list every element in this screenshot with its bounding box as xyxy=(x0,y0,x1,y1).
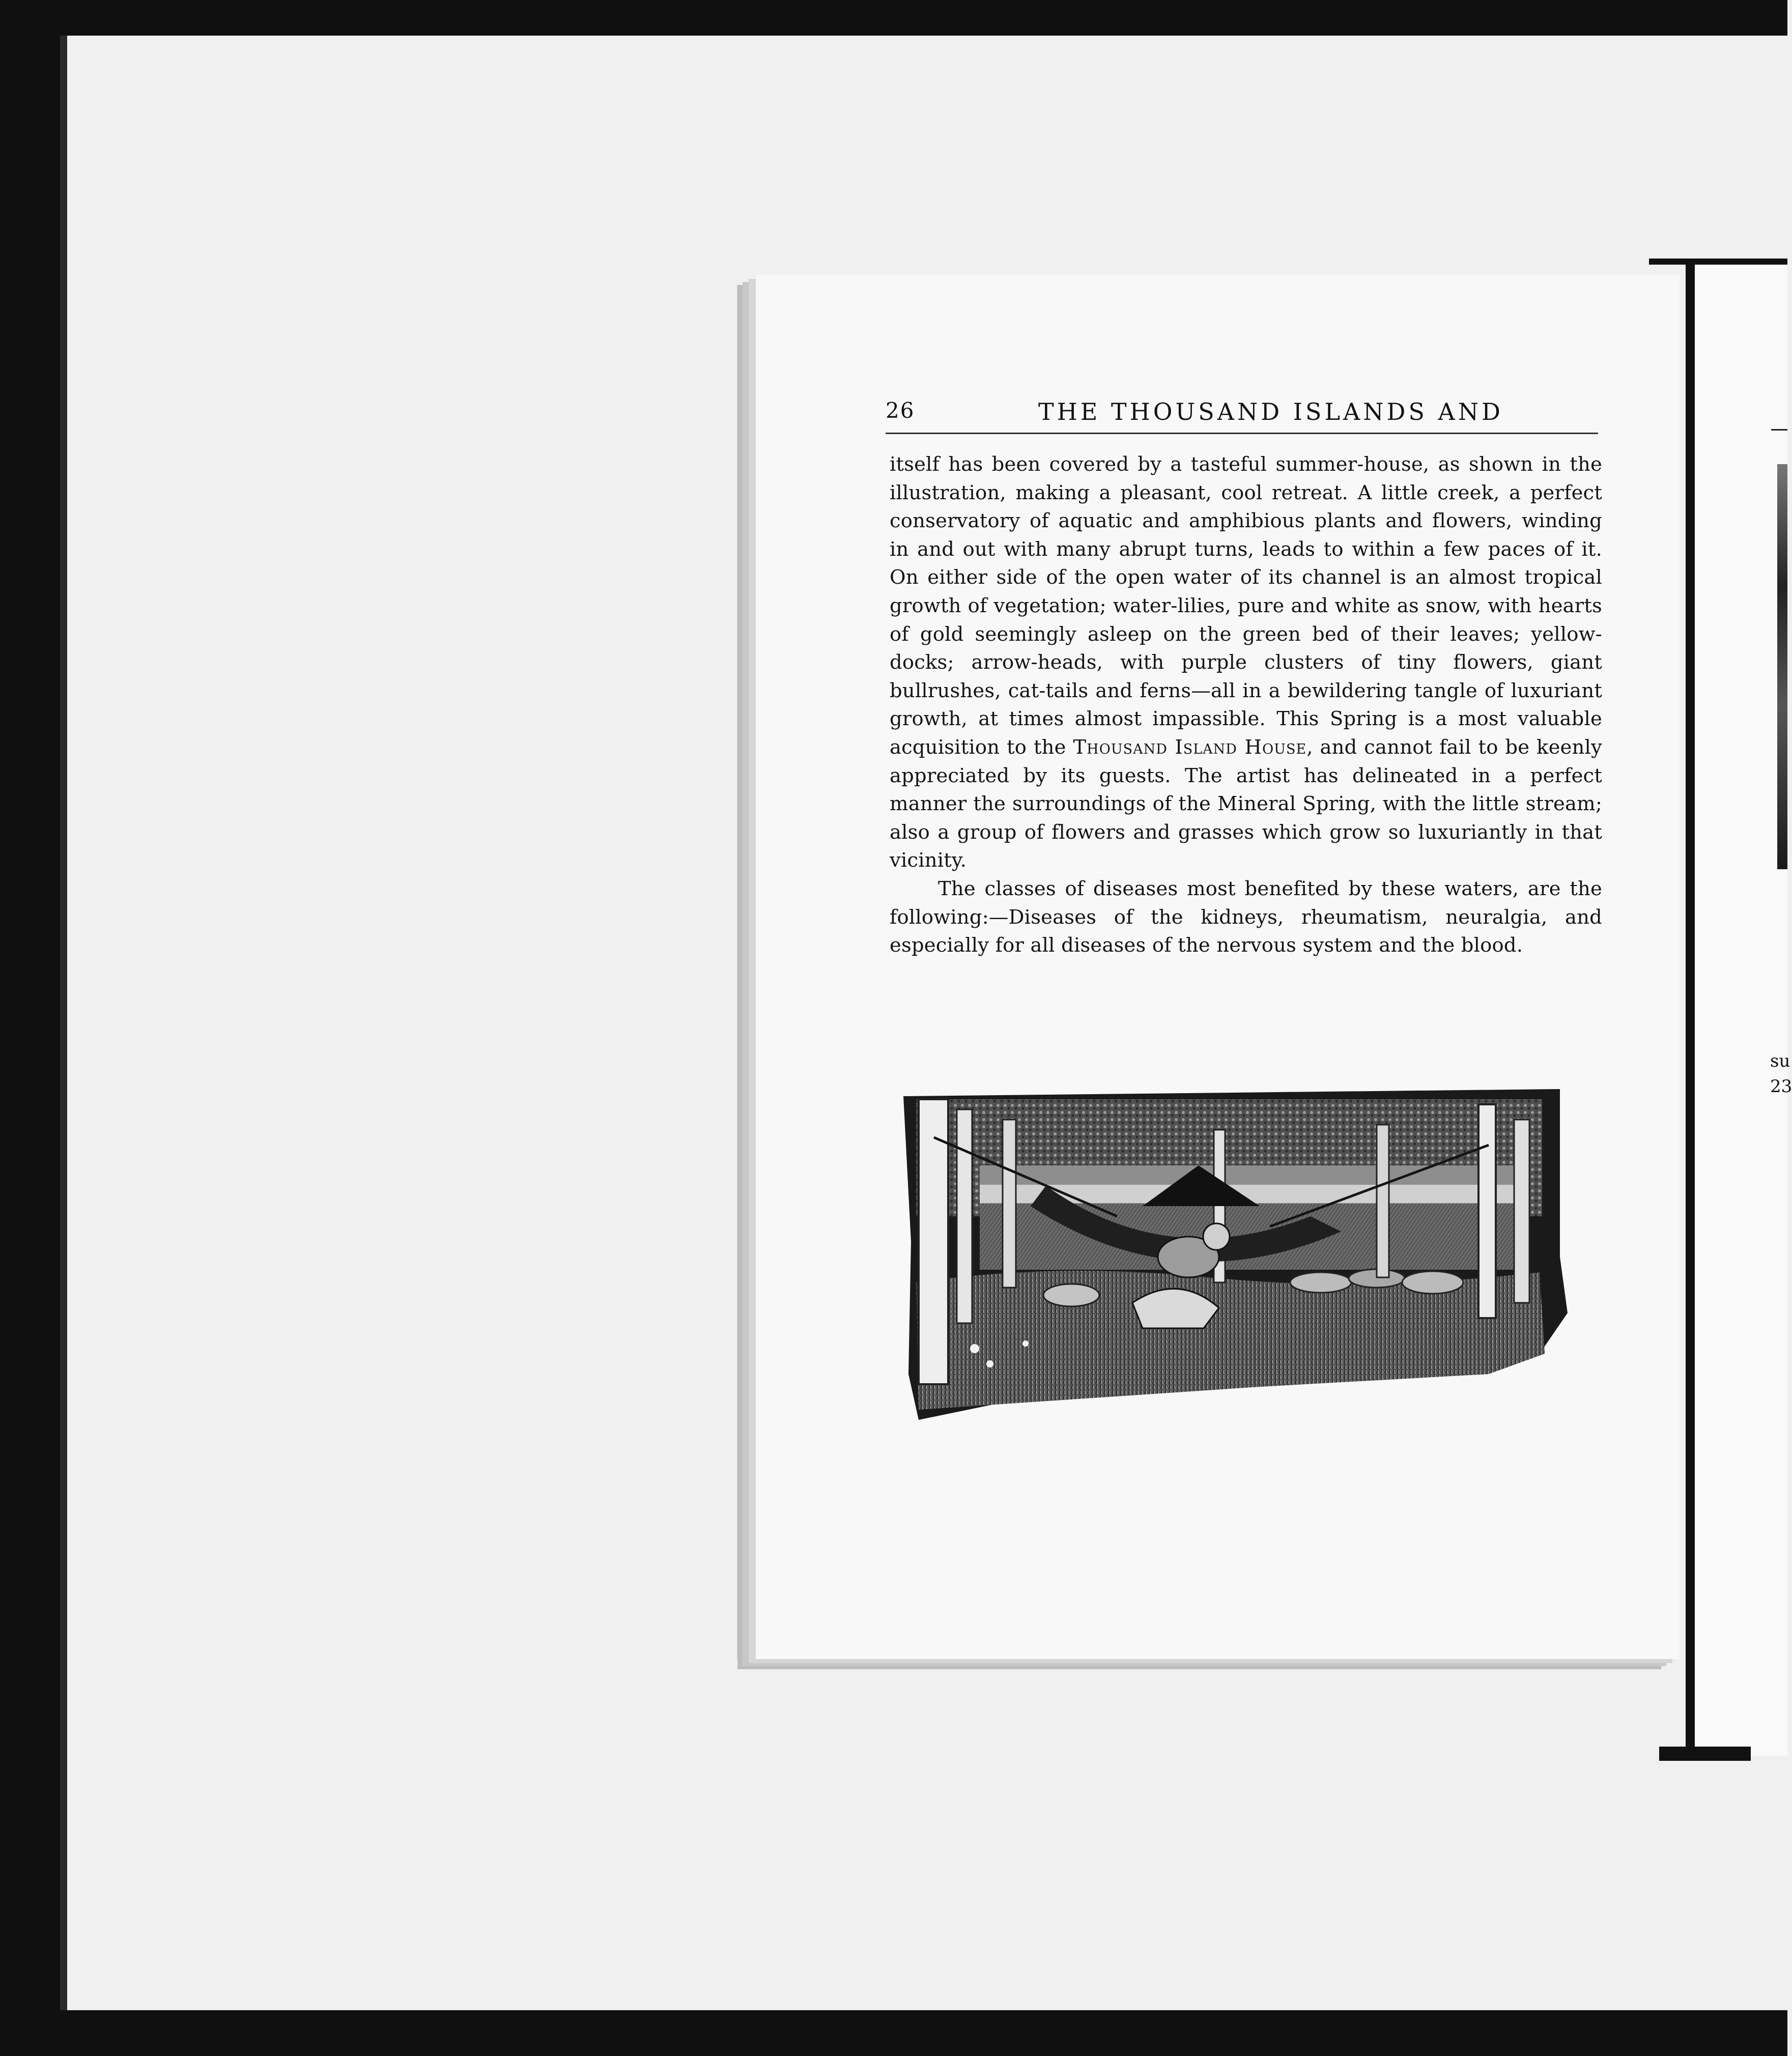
head-rule xyxy=(886,433,1598,434)
right-page-text-fragment xyxy=(1770,1048,1792,1099)
right-page xyxy=(1695,265,1787,1756)
hotel-name-smallcaps: Thousand Island House xyxy=(1073,735,1307,759)
right-page-illustration-edge xyxy=(1777,464,1787,869)
paragraph-2: The classes of diseases most benefited by these waters, are the following:—Diseases of the kidneys, rheumatism, neuralgia, and especially for all diseases of the nervous system and the blood. xyxy=(890,877,1602,957)
running-title: THE THOUSAND ISLANDS AND xyxy=(1038,398,1503,425)
paragraph-1-text-b: , and cannot fail to be keenly appreciated by its guests. The artist has delineated in a perfect manner the surroundings of the Mineral Spring, with the little stream; also a group of flowers and grasses which grow so luxuriantly in that vicinity. xyxy=(890,735,1603,872)
page-number: 26 xyxy=(886,398,915,423)
page-stack-edge xyxy=(737,285,757,1659)
running-head xyxy=(886,398,1598,434)
film-frame-left-inner xyxy=(60,36,67,2010)
right-page-fragment-line-1: su xyxy=(1770,1051,1790,1071)
right-page-head-rule xyxy=(1771,429,1787,431)
body-text xyxy=(890,450,1602,960)
paragraph-1-text-a: itself has been covered by a tasteful summer-house, as shown in the illustration, making a pleasant, cool retreat. A little creek, a perfect conservatory of aquatic and amphibious plants and flowers, winding in and out with many abrupt turns, leads to within a few paces of it. On either side of the open water of its channel is an almost tropical growth of vegetation; water-lilies, pure and white as snow, with hearts of gold seemingly asleep on the green bed of their leaves; yellow-docks; arrow-heads, with purple clusters of tiny flowers, giant bullrushes, cat-tails and ferns—all in a bewildering tangle of luxuriant growth, at times almost impassible. This Spring is a most valuable acquisition to the xyxy=(890,453,1602,759)
right-page-top-border xyxy=(1649,259,1787,265)
hammock-illustration xyxy=(903,1089,1560,1420)
paragraph-1 xyxy=(890,450,1602,875)
right-page-bottom-border xyxy=(1659,1747,1751,1761)
right-page-left-border xyxy=(1686,261,1695,1757)
right-page-fragment-line-2: 23 xyxy=(1770,1076,1792,1097)
film-frame-top xyxy=(0,0,1787,36)
film-frame-left xyxy=(0,0,60,2056)
film-frame-bottom xyxy=(0,2010,1787,2056)
